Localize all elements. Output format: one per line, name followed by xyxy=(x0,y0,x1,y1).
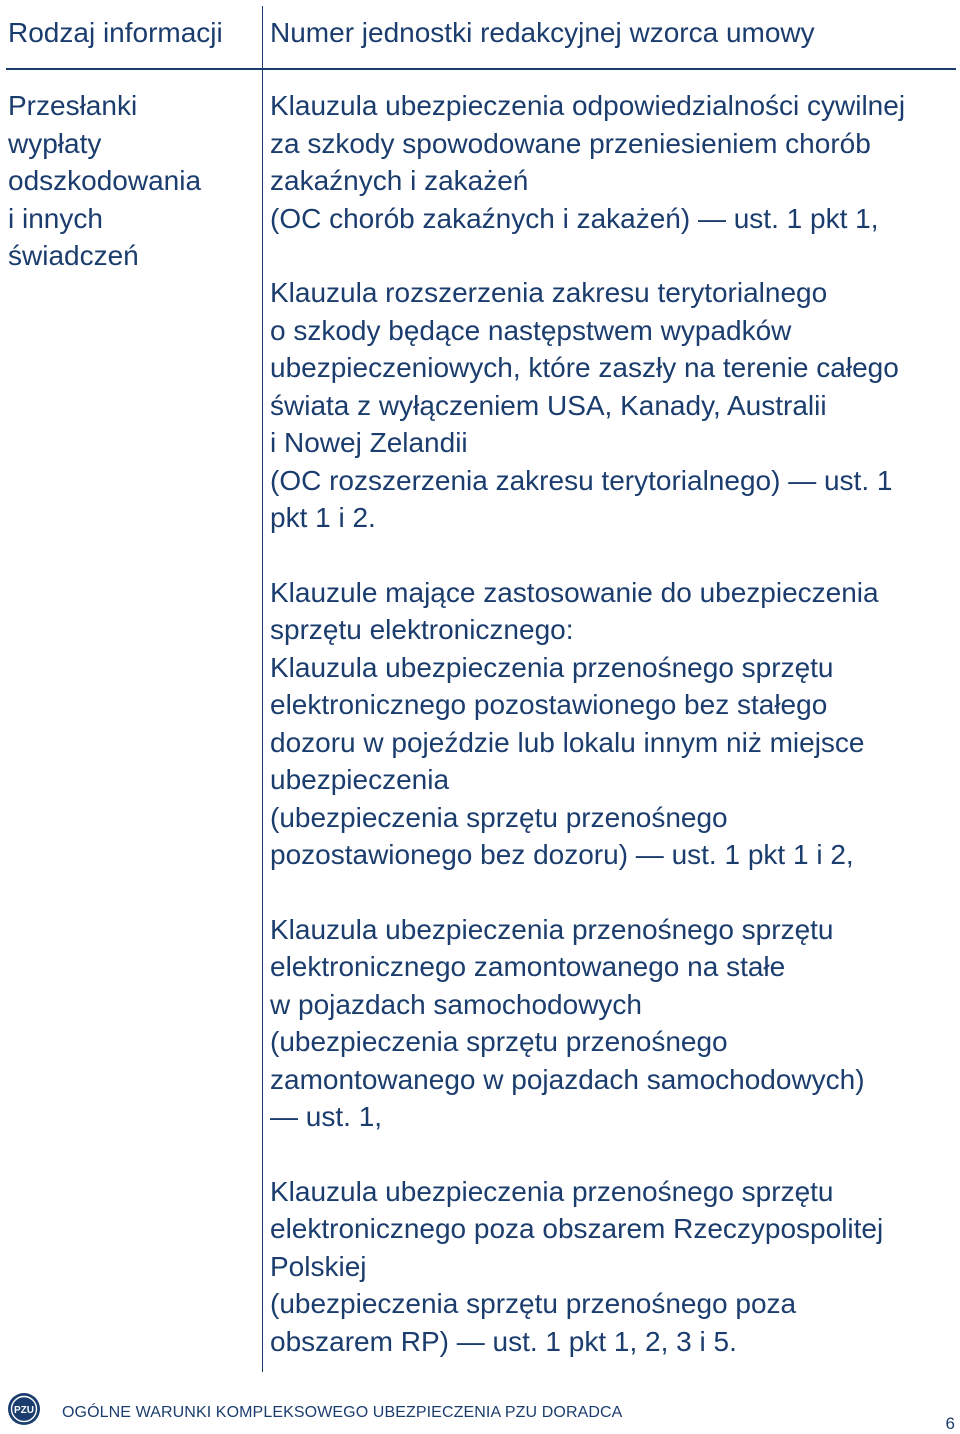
footer-document-title: OGÓLNE WARUNKI KOMPLEKSOWEGO UBEZPIECZENIA PZU DORADCA xyxy=(62,1404,623,1421)
column-divider xyxy=(262,6,263,1372)
clause-line: elektronicznego poza obszarem Rzeczypospolitej xyxy=(270,1213,884,1244)
row-label-line: odszkodowania xyxy=(8,165,202,196)
clause-line: — ust. 1, xyxy=(270,1101,383,1132)
clause-territorial-extension xyxy=(270,274,955,537)
row-label-cell xyxy=(8,87,253,275)
clause-line: dozoru w pojeździe lub lokalu innym niż miejsce xyxy=(270,726,865,758)
header-divider xyxy=(6,68,956,70)
clause-line: pozostawionego bez dozoru) — ust. 1 pkt 1 i 2, xyxy=(270,839,854,870)
clause-line: Klauzula rozszerzenia zakresu terytorialnego xyxy=(270,277,828,308)
row-label-line: Przesłanki xyxy=(8,90,138,121)
row-content-cell xyxy=(270,87,955,1397)
clause-portable-equipment-unattended xyxy=(270,574,955,874)
table-header-row xyxy=(0,0,960,70)
clause-line: sprzętu elektronicznego: xyxy=(270,614,574,645)
clause-line: zakaźnych i zakażeń xyxy=(270,165,529,196)
header-type-of-information: Rodzaj informacji xyxy=(8,17,223,48)
header-editorial-unit-number: Numer jednostki redakcyjnej wzorca umowy xyxy=(270,17,815,48)
clause-line: pkt 1 i 2. xyxy=(270,502,376,533)
page-number: 6 xyxy=(945,1414,955,1433)
clause-line: Klauzule mające zastosowanie do ubezpieczenia xyxy=(270,576,879,608)
clause-line: Klauzula ubezpieczenia przenośnego sprzętu xyxy=(270,1175,834,1207)
clause-line: zamontowanego w pojazdach samochodowych) xyxy=(270,1063,865,1095)
clause-line: ubezpieczeniowych, które zaszły na terenie całego xyxy=(270,352,899,383)
clause-line: o szkody będące następstwem wypadków xyxy=(270,314,792,346)
clause-line: (OC chorób zakaźnych i zakażeń) — ust. 1 pkt 1, xyxy=(270,202,879,234)
clause-line: (OC rozszerzenia zakresu terytorialnego) — ust. 1 xyxy=(270,464,893,496)
clause-oc-infectious-diseases xyxy=(270,87,955,237)
clause-line: Polskiej xyxy=(270,1250,367,1282)
clause-line: obszarem RP) — ust. 1 pkt 1, 2, 3 i 5. xyxy=(270,1325,737,1357)
page-footer xyxy=(0,1384,960,1434)
clause-line: elektronicznego pozostawionego bez stałego xyxy=(270,689,828,720)
clause-line: (ubezpieczenia sprzętu przenośnego poza xyxy=(270,1288,797,1319)
clause-line: (ubezpieczenia sprzętu przenośnego xyxy=(270,1026,728,1057)
row-label-line: wypłaty xyxy=(8,127,102,159)
clause-line: Klauzula ubezpieczenia odpowiedzialności cywilnej xyxy=(270,90,906,121)
clause-line: elektronicznego zamontowanego na stałe xyxy=(270,951,786,982)
clause-line: za szkody spowodowane przeniesieniem chorób xyxy=(270,127,871,159)
clause-line: Klauzula ubezpieczenia przenośnego sprzętu xyxy=(270,651,834,683)
row-label-line: świadczeń xyxy=(8,240,139,271)
pzu-logo xyxy=(7,1392,41,1426)
clause-line: Klauzula ubezpieczenia przenośnego sprzętu xyxy=(270,913,834,945)
clause-line: (ubezpieczenia sprzętu przenośnego xyxy=(270,801,728,833)
clause-portable-equipment-abroad xyxy=(270,1173,955,1361)
clause-line: i Nowej Zelandii xyxy=(270,427,468,458)
pzu-logo-text: PZU xyxy=(14,1405,34,1416)
row-label-line: i innych xyxy=(8,202,103,234)
clause-line: ubezpieczenia xyxy=(270,764,450,795)
clause-portable-equipment-vehicles xyxy=(270,911,955,1136)
clause-line: w pojazdach samochodowych xyxy=(270,988,642,1020)
clause-line: świata z wyłączeniem USA, Kanady, Australii xyxy=(270,389,827,421)
